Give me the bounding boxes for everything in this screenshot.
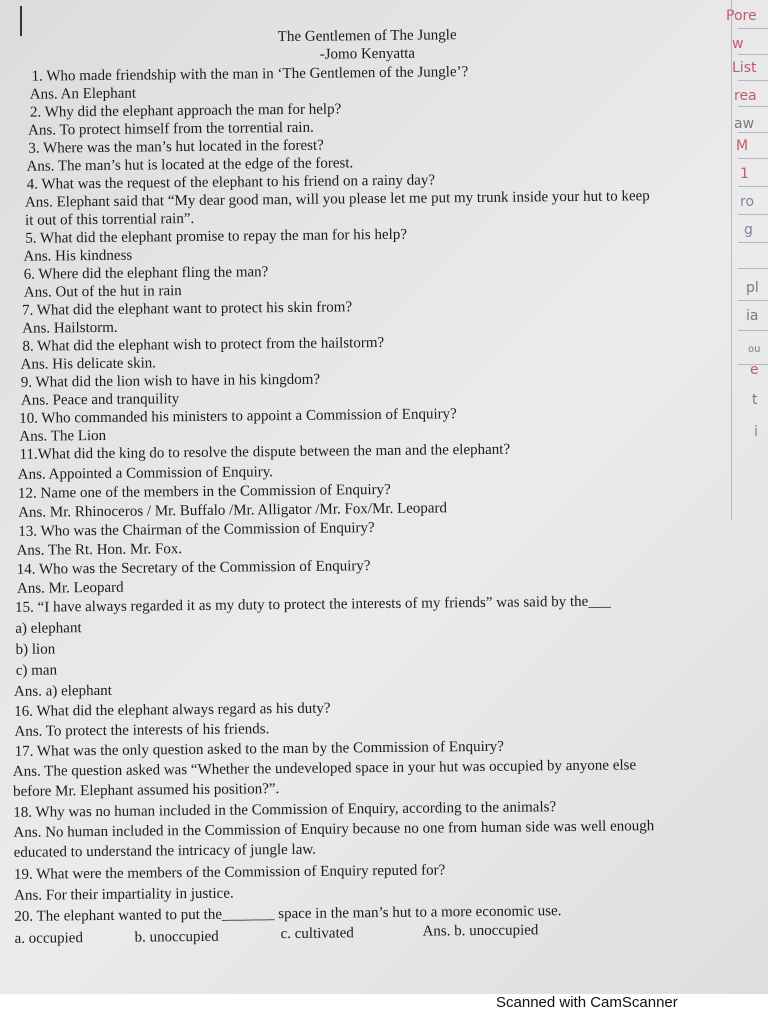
answer-line: Ans. Hailstorm. bbox=[22, 319, 118, 337]
answer-line: Ans. His kindness bbox=[23, 247, 133, 265]
answer-line: Ans. To protect himself from the torrential rain. bbox=[28, 119, 314, 139]
question-line: 16. What did the elephant always regard as his duty? bbox=[14, 700, 331, 720]
answer-line: Ans. b. unoccupied bbox=[422, 922, 539, 940]
document-author: -Jomo Kenyatta bbox=[319, 45, 416, 63]
question-line: 13. Who was the Chairman of the Commission of Enquiry? bbox=[18, 520, 375, 540]
option-line: c) man bbox=[15, 662, 58, 679]
answer-line: Ans. Mr. Rhinoceros / Mr. Buffalo /Mr. Alligator /Mr. Fox/Mr. Leopard bbox=[18, 500, 448, 521]
answer-line: Ans. The Rt. Hon. Mr. Fox. bbox=[16, 541, 183, 559]
question-line: 9. What did the lion wish to have in his kingdom? bbox=[20, 371, 321, 391]
answer-line: Ans. Mr. Leopard bbox=[16, 579, 124, 597]
answer-line: it out of this torrential rain”. bbox=[25, 210, 195, 229]
question-line: 1. Who made friendship with the man in ‘The Gentlemen of the Jungle’? bbox=[31, 64, 469, 85]
margin-note: Pore bbox=[726, 8, 757, 24]
question-line: 7. What did the elephant want to protect his skin from? bbox=[21, 299, 353, 319]
margin-note: e bbox=[750, 362, 759, 378]
question-line: 15. “I have always regarded it as my duty to protect the interests of my friends” was said by the___ bbox=[15, 593, 611, 616]
margin-note: ou bbox=[748, 344, 761, 355]
answer-line: Ans. For their impartiality in justice. bbox=[14, 885, 234, 904]
margin-note: t bbox=[752, 392, 758, 408]
margin-note: ia bbox=[746, 308, 759, 324]
answer-line: Ans. No human included in the Commission of Enquiry because no one from human side was well enough bbox=[13, 818, 655, 841]
scanner-watermark: Scanned with CamScanner bbox=[496, 994, 678, 1011]
option-line: c. cultivated bbox=[280, 925, 354, 943]
margin-note: List bbox=[732, 60, 757, 76]
answer-line: Ans. The Lion bbox=[19, 427, 107, 445]
margin-note: 1 bbox=[740, 166, 749, 182]
answer-line: Ans. An Elephant bbox=[29, 85, 137, 103]
question-line: 4. What was the request of the elephant to his friend on a rainy day? bbox=[26, 172, 436, 193]
answer-line: before Mr. Elephant assumed his position?”. bbox=[12, 781, 280, 800]
answer-line: Ans. a) elephant bbox=[13, 682, 112, 700]
margin-note: M bbox=[736, 138, 749, 154]
margin-note: pl bbox=[746, 280, 759, 296]
margin-note: w bbox=[732, 36, 744, 52]
question-line: 3. Where was the man’s hut located in the forest? bbox=[28, 137, 324, 157]
answer-line: Ans. The question asked was “Whether the undeveloped space in your hut was occupied by anyone else bbox=[12, 757, 637, 780]
question-line: 18. Why was no human included in the Commission of Enquiry, according to the animals? bbox=[13, 799, 557, 821]
margin-note: ro bbox=[740, 194, 755, 210]
answer-line: Ans. Out of the hut in rain bbox=[23, 283, 182, 301]
margin-note: g bbox=[744, 222, 753, 238]
document-title: The Gentlemen of The Jungle bbox=[277, 27, 457, 46]
question-line: 20. The elephant wanted to put the_______ space in the man’s hut to a more economic use. bbox=[14, 903, 562, 925]
margin-note: i bbox=[754, 424, 758, 440]
answer-line: Ans. Elephant said that “My dear good man, will you please let me put my trunk inside your hut to keep bbox=[24, 188, 650, 211]
question-line: 10. Who commanded his ministers to appoint a Commission of Enquiry? bbox=[19, 406, 457, 427]
margin-note: rea bbox=[734, 88, 757, 104]
answer-line: educated to understand the intricacy of jungle law. bbox=[13, 841, 317, 861]
question-line: 19. What were the members of the Commission of Enquiry reputed for? bbox=[13, 862, 446, 883]
question-line: 14. Who was the Secretary of the Commission of Enquiry? bbox=[16, 558, 371, 578]
question-line: 8. What did the elephant wish to protect from the hailstorm? bbox=[22, 334, 385, 355]
question-line: 17. What was the only question asked to the man by the Commission of Enquiry? bbox=[14, 738, 504, 760]
answer-line: Ans. Appointed a Commission of Enquiry. bbox=[17, 464, 274, 483]
question-line: 6. Where did the elephant fling the man? bbox=[23, 264, 269, 283]
answer-line: Ans. The man’s hut is located at the edge of the forest. bbox=[26, 155, 354, 175]
answer-line: Ans. To protect the interests of his friends. bbox=[14, 721, 270, 740]
answer-line: Ans. Peace and tranquility bbox=[20, 391, 180, 409]
margin-note: aw bbox=[734, 116, 755, 132]
question-line: 12. Name one of the members in the Commission of Enquiry? bbox=[17, 481, 391, 502]
option-line: b. unoccupied bbox=[134, 928, 219, 946]
option-line: b) lion bbox=[15, 641, 56, 658]
answer-line: Ans. His delicate skin. bbox=[20, 355, 157, 373]
option-line: a) elephant bbox=[15, 620, 82, 637]
option-line: a. occupied bbox=[14, 930, 83, 947]
question-line: 5. What did the elephant promise to repay the man for his help? bbox=[25, 226, 408, 247]
question-line: 11.What did the king do to resolve the dispute between the man and the elephant? bbox=[19, 441, 511, 463]
question-line: 2. Why did the elephant approach the man for help? bbox=[29, 101, 342, 121]
